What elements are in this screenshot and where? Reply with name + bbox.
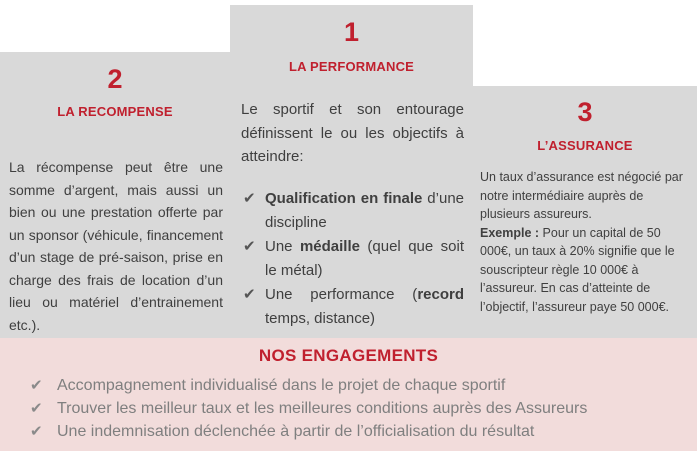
engagements-list bbox=[30, 374, 587, 443]
list-item bbox=[30, 374, 587, 397]
list-item bbox=[243, 187, 464, 235]
step-number: 3 bbox=[577, 97, 593, 127]
check-icon: ✔ bbox=[243, 238, 256, 255]
step-number: 2 bbox=[107, 64, 123, 94]
engagements-title: NOS ENGAGEMENTS bbox=[258, 346, 439, 365]
item-text-bold: Qualification en finale bbox=[265, 190, 423, 207]
list-item bbox=[30, 420, 587, 443]
step-heading: LA RECOMPENSE bbox=[57, 104, 173, 119]
item-text-post: d’une discipline bbox=[265, 190, 464, 231]
step-heading: LA PERFORMANCE bbox=[288, 59, 415, 74]
check-icon: ✔ bbox=[243, 286, 256, 303]
performance-checklist bbox=[243, 187, 464, 331]
assurance-description bbox=[480, 168, 692, 316]
item-text-pre: Une bbox=[265, 238, 300, 255]
check-icon: ✔ bbox=[30, 423, 43, 440]
engagement-text: Accompagnement individualisé dans le projet de chaque sportif bbox=[57, 377, 506, 394]
list-item bbox=[243, 235, 464, 283]
engagement-text: Une indemnisation déclenchée à partir de l’officialisation du résultat bbox=[57, 423, 535, 440]
assurance-example bbox=[480, 224, 692, 317]
item-text-pre: Une performance ( bbox=[265, 286, 418, 303]
check-icon: ✔ bbox=[243, 190, 256, 207]
performance-intro: Le sportif et son entourage définissent le ou les objectifs à atteindre: bbox=[241, 101, 464, 165]
step-number: 1 bbox=[343, 17, 360, 47]
step-heading: L’ASSURANCE bbox=[537, 138, 633, 153]
engagements-panel bbox=[0, 338, 697, 451]
podium-step-assurance bbox=[473, 86, 697, 338]
podium-step-recompense bbox=[0, 52, 230, 338]
list-item bbox=[243, 283, 464, 331]
example-label: Exemple : bbox=[480, 225, 540, 240]
list-item bbox=[30, 397, 587, 420]
recompense-description: La récompense peut être une somme d’argent, mais aussi un bien ou une prestation offerte par un sponsor (véhicule, financement d’un stage de pré-saison, prise en charge des frais de location d’un lieu ou matériel d’entrainement etc.). bbox=[9, 159, 223, 333]
check-icon: ✔ bbox=[30, 377, 43, 394]
item-text-post: temps, distance) bbox=[265, 310, 376, 327]
check-icon: ✔ bbox=[30, 400, 43, 417]
item-text-bold: médaille bbox=[299, 238, 360, 255]
example-text: Pour un capital de 50 000€, un taux à 20% signifie que le souscripteur règle 10 000€ à l’assureur. En cas d’atteinte de l’objectif, l’assureur paye 50 000€. bbox=[480, 225, 675, 314]
engagement-text: Trouver les meilleur taux et les meilleures conditions auprès des Assureurs bbox=[57, 400, 588, 417]
item-text-post: (quel que soit le métal) bbox=[265, 238, 464, 279]
podium-step-performance bbox=[230, 5, 473, 338]
item-text-bold: record bbox=[417, 286, 464, 303]
assurance-paragraph: Un taux d’assurance est négocié par notre intermédiaire auprès de plusieurs assureurs. bbox=[480, 170, 683, 221]
